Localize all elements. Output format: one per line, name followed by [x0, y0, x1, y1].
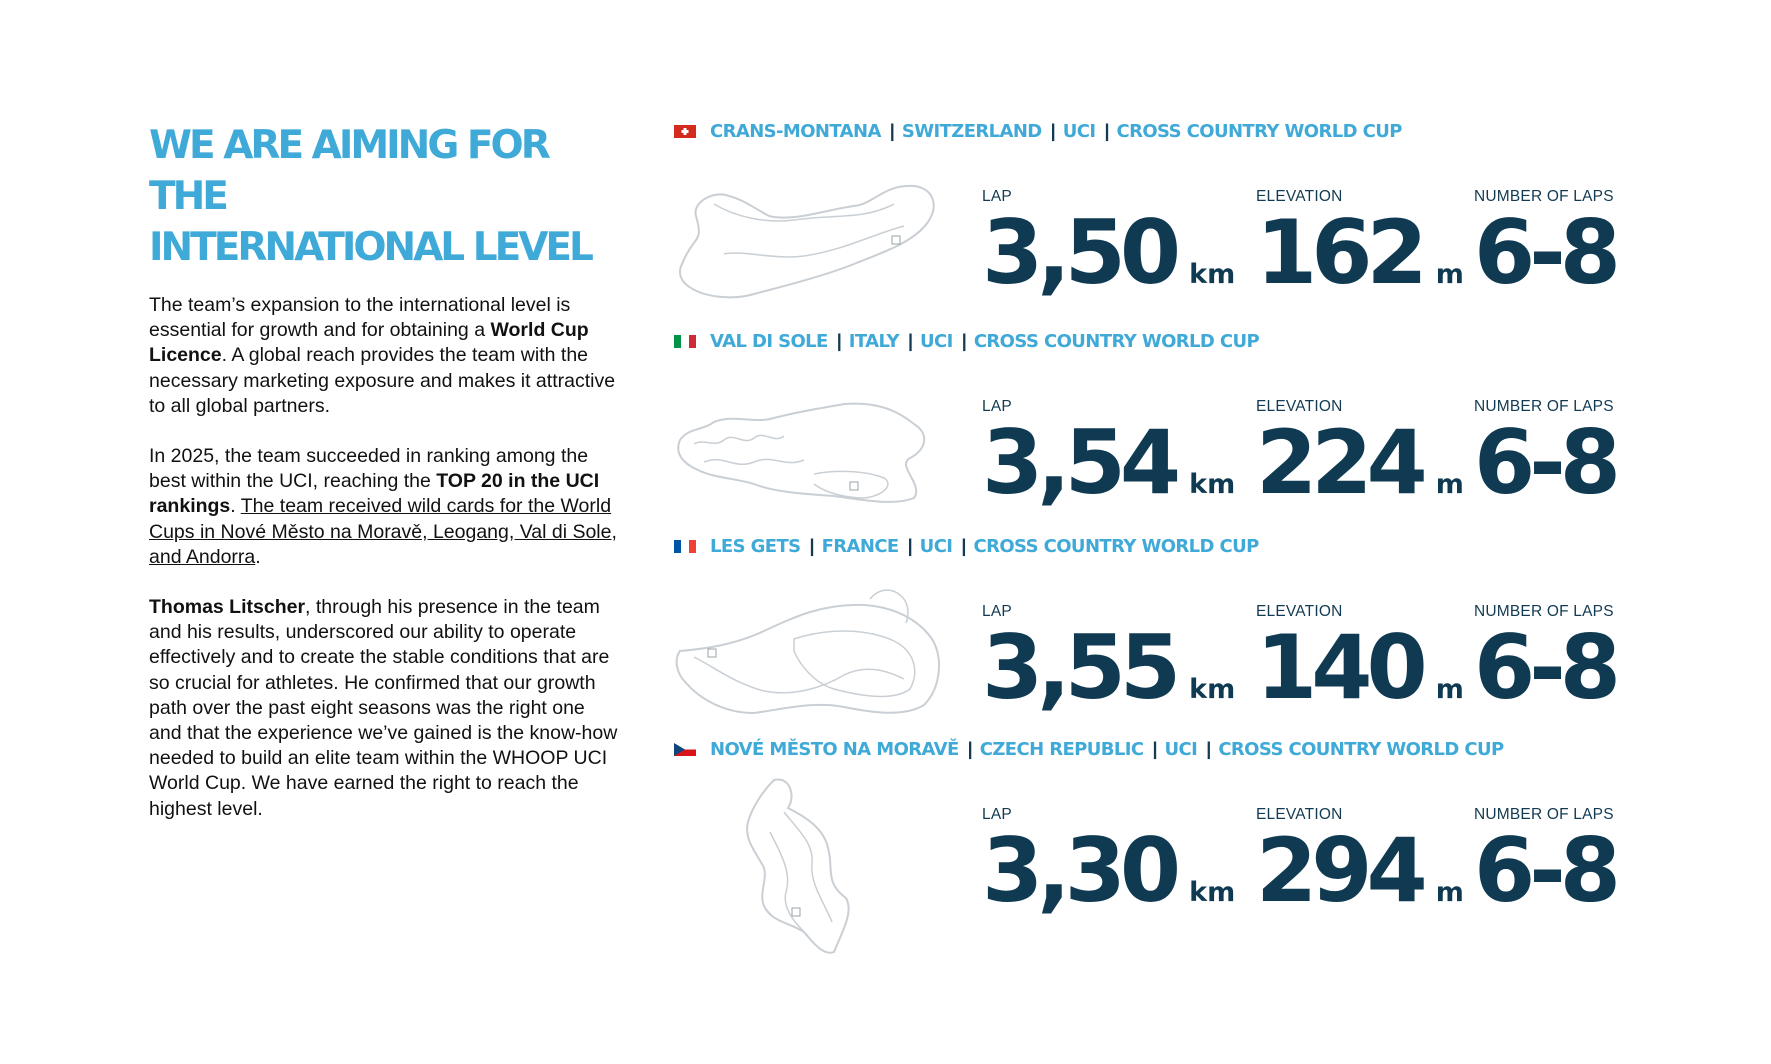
race-country: FRANCE — [821, 535, 899, 557]
track-map-les-gets — [674, 579, 946, 719]
paragraph-ranking — [149, 444, 619, 570]
lap-unit: km — [1189, 259, 1236, 290]
lap-label: LAP — [982, 188, 1012, 205]
separator: | — [836, 330, 842, 351]
lap-value: 3,54 — [982, 411, 1176, 514]
lap-label: LAP — [982, 398, 1012, 415]
laps-stat — [1474, 188, 1615, 304]
elevation-value: 294 — [1256, 819, 1422, 922]
elevation-label: ELEVATION — [1256, 188, 1343, 205]
lap-stat — [982, 806, 1236, 922]
separator: | — [961, 330, 967, 351]
elevation-value: 140 — [1256, 616, 1422, 719]
lap-stat — [982, 603, 1236, 719]
elevation-unit: m — [1435, 674, 1464, 705]
separator: | — [907, 535, 913, 556]
p1-bold: World Cup Licence — [149, 319, 589, 367]
race-venue: NOVÉ MĚSTO NA MORAVĚ — [710, 738, 959, 760]
race-crans-montana — [674, 120, 1674, 320]
p2-text-3: . — [255, 545, 261, 568]
race-country: CZECH REPUBLIC — [979, 738, 1144, 760]
lap-value: 3,55 — [982, 616, 1176, 719]
separator: | — [967, 738, 973, 759]
race-header — [674, 120, 1402, 142]
elevation-unit: m — [1435, 469, 1464, 500]
race-val-di-sole — [674, 330, 1674, 530]
italian-flag-icon — [674, 335, 696, 348]
p3-bold: Thomas Litscher — [149, 596, 306, 619]
czech-flag-icon — [674, 743, 696, 756]
separator: | — [889, 120, 895, 141]
laps-label: NUMBER OF LAPS — [1474, 398, 1614, 415]
laps-stat — [1474, 806, 1615, 922]
lap-unit: km — [1189, 469, 1236, 500]
elevation-label: ELEVATION — [1256, 806, 1343, 823]
separator: | — [907, 330, 914, 351]
race-series: CROSS COUNTRY WORLD CUP — [973, 535, 1259, 557]
swiss-flag-icon — [674, 125, 696, 138]
wild-cards-link[interactable]: The team received wild cards for the World Cups in Nové Město na Moravě, Leogang, Val di Sole, and Andorra — [149, 495, 617, 568]
race-venue: LES GETS — [710, 535, 801, 557]
separator: | — [1050, 120, 1056, 141]
laps-stat — [1474, 398, 1615, 514]
p3-text-1: , through his presence in the team and his results, underscored our ability to operate effectively and to create the stable conditions that are so crucial for athletes. He confirmed that our growth path over the past eight seasons was the right one and that the experience we’ve gained is the know-how needed to build an elite team within the WHOOP UCI World Cup. We have earned the right to reach the highest level. — [149, 596, 618, 820]
lap-unit: km — [1189, 877, 1236, 908]
p1-text-1: The team’s expansion to the international level is essential for growth and for obtaining a — [149, 294, 571, 342]
race-series: CROSS COUNTRY WORLD CUP — [1218, 738, 1504, 760]
race-les-gets — [674, 535, 1674, 735]
track-map-val-di-sole — [674, 374, 946, 514]
elevation-label: ELEVATION — [1256, 603, 1343, 620]
title-line-1: WE ARE AIMING FOR THE — [149, 123, 548, 219]
laps-value: 6-8 — [1474, 616, 1615, 719]
laps-label: NUMBER OF LAPS — [1474, 806, 1614, 823]
race-country: ITALY — [848, 330, 899, 352]
separator: | — [961, 535, 967, 556]
elevation-stat — [1256, 806, 1464, 922]
elevation-value: 162 — [1256, 201, 1422, 304]
race-country: SWITZERLAND — [901, 120, 1042, 142]
elevation-stat — [1256, 603, 1464, 719]
separator: | — [809, 535, 815, 556]
elevation-stat — [1256, 398, 1464, 514]
laps-value: 6-8 — [1474, 411, 1615, 514]
paragraph-licence — [149, 293, 619, 419]
race-venue: VAL DI SOLE — [710, 330, 828, 352]
elevation-stat — [1256, 188, 1464, 304]
race-header — [674, 738, 1504, 760]
track-map-nove-mesto — [674, 772, 946, 958]
elevation-unit: m — [1435, 259, 1464, 290]
p2-text-2: . — [230, 495, 241, 518]
race-org: UCI — [920, 330, 953, 352]
race-venue: CRANS-MONTANA — [710, 120, 881, 142]
intro-column — [149, 120, 619, 822]
race-org: UCI — [1164, 738, 1198, 760]
p2-bold: TOP 20 in the UCI rankings — [149, 470, 600, 518]
race-nove-mesto — [674, 738, 1674, 938]
elevation-unit: m — [1435, 877, 1464, 908]
race-org: UCI — [919, 535, 953, 557]
lap-value: 3,30 — [982, 819, 1176, 922]
p2-text-1: In 2025, the team succeeded in ranking among the best within the UCI, reaching the — [149, 445, 589, 493]
race-org: UCI — [1062, 120, 1096, 142]
race-header — [674, 330, 1259, 352]
lap-label: LAP — [982, 603, 1012, 620]
separator: | — [1206, 738, 1212, 759]
p1-text-2: . A global reach provides the team with the necessary marketing exposure and makes it attractive to all global partners. — [149, 344, 616, 417]
lap-value: 3,50 — [982, 201, 1176, 304]
lap-stat — [982, 398, 1236, 514]
elevation-label: ELEVATION — [1256, 398, 1343, 415]
laps-value: 6-8 — [1474, 201, 1615, 304]
race-series: CROSS COUNTRY WORLD CUP — [973, 330, 1260, 352]
page-title — [149, 120, 619, 273]
laps-label: NUMBER OF LAPS — [1474, 188, 1614, 205]
lap-stat — [982, 188, 1236, 304]
laps-stat — [1474, 603, 1615, 719]
elevation-value: 224 — [1256, 411, 1422, 514]
separator: | — [1104, 120, 1110, 141]
lap-label: LAP — [982, 806, 1012, 823]
separator: | — [1152, 738, 1158, 759]
laps-label: NUMBER OF LAPS — [1474, 603, 1614, 620]
laps-value: 6-8 — [1474, 819, 1615, 922]
track-map-crans-montana — [674, 164, 946, 304]
paragraph-litscher — [149, 595, 619, 822]
race-header — [674, 535, 1259, 557]
french-flag-icon — [674, 540, 696, 553]
lap-unit: km — [1189, 674, 1236, 705]
race-series: CROSS COUNTRY WORLD CUP — [1116, 120, 1402, 142]
title-line-2: INTERNATIONAL LEVEL — [149, 225, 591, 270]
